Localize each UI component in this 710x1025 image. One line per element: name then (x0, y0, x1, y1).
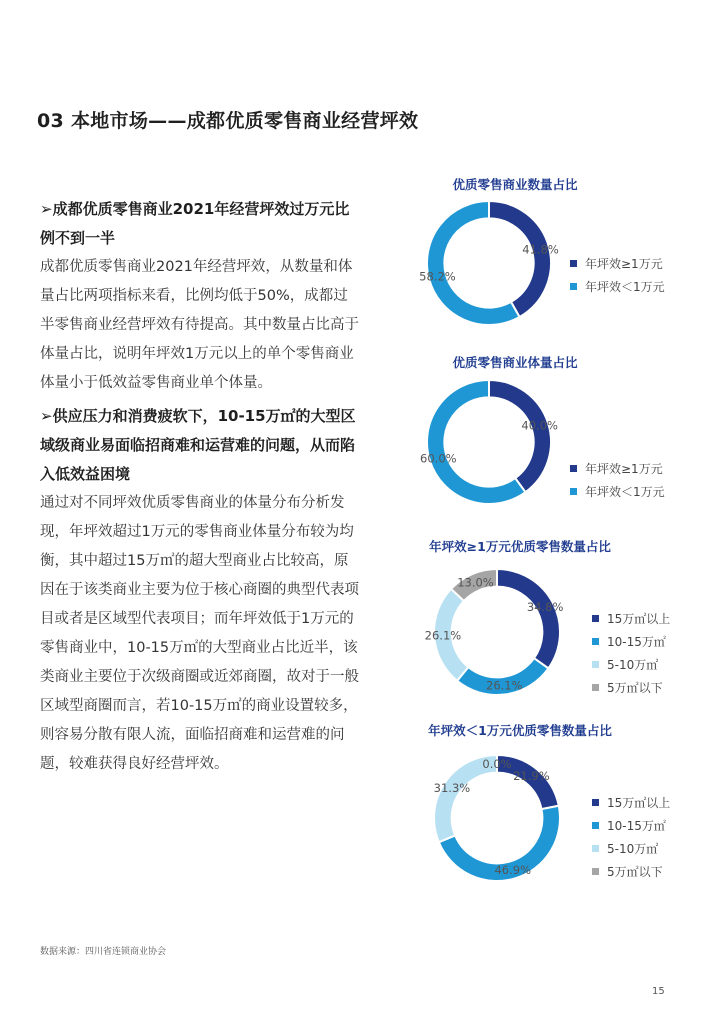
legend-label: 5-10万㎡ (607, 842, 659, 856)
chart-2-title: 优质零售商业体量占比 (452, 355, 578, 370)
point-1-title: ➢成都优质零售商业2021年经营坪效过万元比例不到一半 (40, 200, 350, 247)
slice-label: 46.9% (494, 862, 532, 877)
legend-swatch (570, 260, 577, 267)
legend-label: 5-10万㎡ (607, 658, 659, 672)
legend-item (592, 607, 670, 630)
slice-label: 40.0% (521, 418, 558, 433)
legend-label: 年坪效≥1万元 (585, 257, 663, 271)
legend-label: 年坪效≥1万元 (585, 462, 663, 476)
chart-4-donut (433, 754, 561, 882)
legend-swatch (592, 661, 599, 668)
legend-swatch (592, 799, 599, 806)
slice-label: 34.8% (526, 600, 564, 615)
chart-2-donut (420, 379, 558, 505)
slice-label: 0.0% (482, 756, 512, 771)
data-source: 数据来源：四川省连锁商业协会 (40, 947, 167, 957)
chart-3-title: 年坪效≥1万元优质零售数量占比 (429, 539, 611, 554)
legend-label: 15万㎡以上 (607, 612, 671, 626)
slice-label: 31.3% (433, 780, 471, 795)
slice-label: 58.2% (419, 269, 456, 284)
legend-swatch (592, 845, 599, 852)
slice-label: 26.1% (486, 678, 523, 693)
point-1-text: 成都优质零售商业2021年经营坪效，从数量和体量占比两项指标来看，比例均低于50%，成都过半零售商业经营坪效有待提高。其中数量占比高于体量占比，说明年坪效1万元以上的单个零售商业体量小于低效益零售商业单个体量。 (40, 259, 359, 391)
legend-item (592, 837, 670, 860)
slice-label: 41.8% (522, 242, 559, 257)
legend-label: 年坪效＜1万元 (585, 280, 665, 294)
legend-swatch (570, 283, 577, 290)
chart-1-legend (570, 252, 665, 298)
slice-label: 21.9% (513, 769, 550, 784)
legend-label: 5万㎡以下 (607, 865, 663, 879)
chart-4-title: 年坪效＜1万元优质零售数量占比 (428, 723, 612, 738)
legend-item (592, 860, 670, 883)
page-title: 03 本地市场——成都优质零售商业经营坪效 (37, 110, 419, 132)
legend-label: 15万㎡以上 (607, 796, 671, 810)
page-number: 15 (652, 986, 665, 997)
legend-label: 5万㎡以下 (607, 681, 663, 695)
slice-label: 26.1% (424, 628, 462, 643)
point-2-title: ➢供应压力和消费疲软下，10-15万㎡的大型区域级商业易面临招商难和运营难的问题，从而陷入低效益困境 (40, 407, 356, 483)
legend-swatch (570, 465, 577, 472)
chart-2-legend (570, 457, 665, 503)
legend-swatch (592, 868, 599, 875)
legend-swatch (592, 615, 599, 622)
legend-item (592, 676, 670, 699)
legend-swatch (592, 638, 599, 645)
chart-4-legend (592, 791, 670, 883)
chart-3-legend (592, 607, 670, 699)
chart-1-title: 优质零售商业数量占比 (452, 177, 578, 192)
legend-item (592, 630, 670, 653)
donut-slice (497, 569, 560, 668)
legend-item (592, 653, 670, 676)
donut-slice (489, 380, 551, 492)
chart-3-donut (424, 568, 564, 696)
body-text (40, 195, 362, 783)
point-2-text: 通过对不同坪效优质零售商业的体量分布分析发现，年坪效超过1万元的零售商业体量分布较为均衡，其中超过15万㎡的超大型商业占比较高，原因在于该类商业主要为位于核心商圈的典型代表项目或者是区域型代表项目；而年坪效低于1万元的零售商业中，10-15万㎡的大型商业占比近半，该类商业主要位于次级商圈或近郊商圈，故对于一般区域型商圈而言，若10-15万㎡的商业设置较多，则容易分散有限人流，面临招商难和运营难的问题，较难获得良好经营坪效。 (40, 495, 359, 772)
legend-label: 年坪效＜1万元 (585, 485, 665, 499)
legend-label: 10-15万㎡ (607, 635, 666, 649)
legend-swatch (570, 488, 577, 495)
legend-swatch (592, 822, 599, 829)
legend-item (592, 814, 670, 837)
legend-item (570, 457, 665, 480)
legend-item (570, 252, 665, 275)
legend-label: 10-15万㎡ (607, 819, 666, 833)
slice-label: 13.0% (457, 575, 494, 590)
slice-label: 60.0% (420, 451, 457, 466)
legend-swatch (592, 684, 599, 691)
legend-item (570, 275, 665, 298)
donut-slice (489, 201, 551, 317)
legend-item (592, 791, 670, 814)
chart-1-donut (419, 200, 559, 326)
legend-item (570, 480, 665, 503)
